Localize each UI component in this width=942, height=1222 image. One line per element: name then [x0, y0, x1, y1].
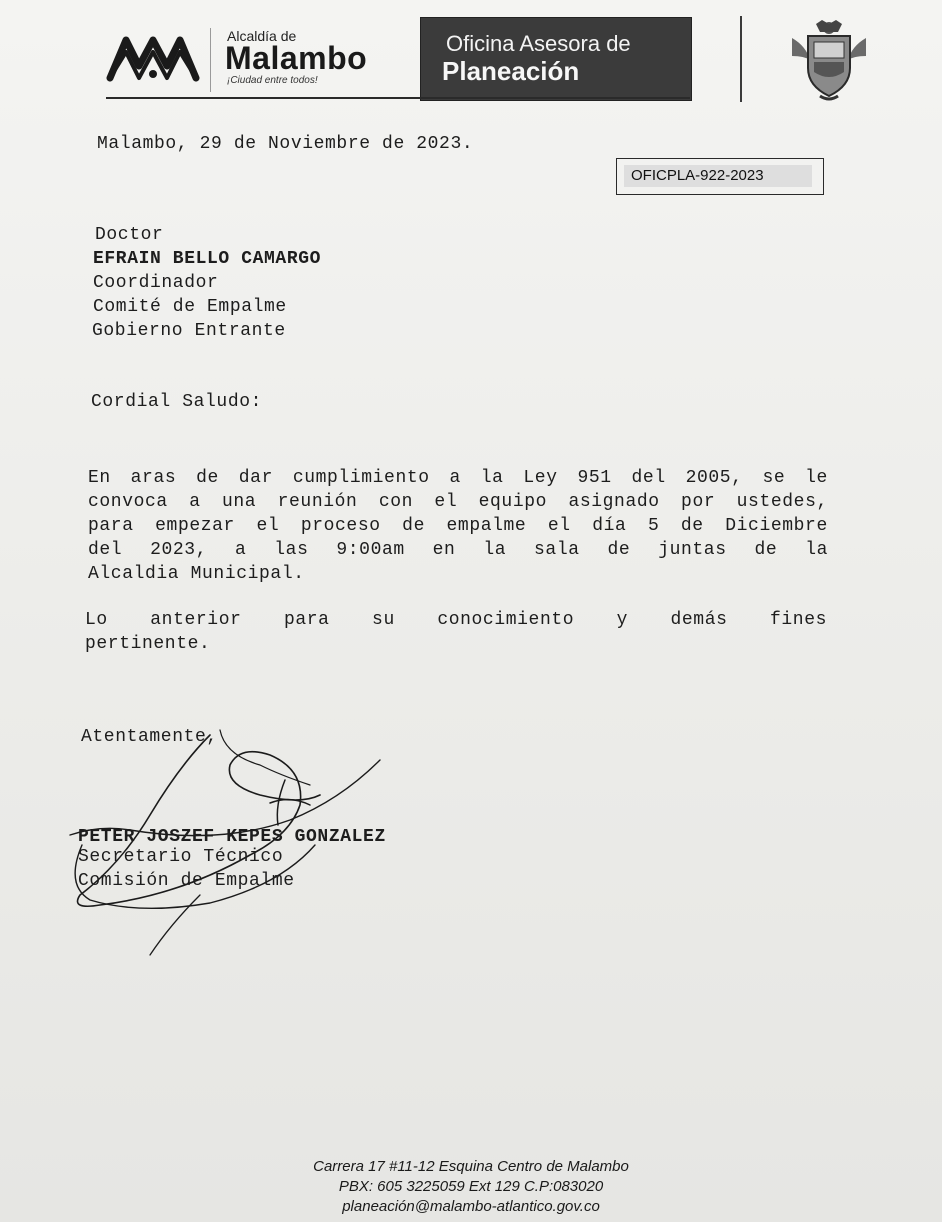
- letter-body: [88, 466, 828, 586]
- office-name-line1: Oficina Asesora de: [446, 31, 631, 56]
- letter-footer: [0, 1157, 942, 1217]
- body-word: de: [196, 468, 219, 488]
- body-last-line: Alcaldia Municipal.: [88, 564, 305, 584]
- body-word: 951: [577, 468, 612, 488]
- footer-phone: PBX: 605 3225059 Ext 129 C.P:083020: [338, 1178, 604, 1195]
- body-word: 5: [647, 516, 660, 536]
- body-word: las: [274, 540, 309, 560]
- body-word: de: [402, 516, 425, 536]
- body-word: día: [592, 516, 627, 536]
- body-word: Lo: [85, 610, 108, 630]
- body-line: [88, 514, 828, 538]
- closing-paragraph: [85, 608, 827, 656]
- body-word: ustedes,: [736, 492, 828, 512]
- body-word: sala: [534, 540, 580, 560]
- body-word: convoca: [88, 492, 168, 512]
- body-word: su: [372, 610, 395, 630]
- body-word: del: [631, 468, 666, 488]
- letterhead: [106, 16, 876, 104]
- body-word: aras: [130, 468, 177, 488]
- malambo-logo-icon: [106, 30, 200, 88]
- signer-name: PETER JOSZEF KEPES GONZALEZ: [78, 827, 386, 847]
- logo-tagline: ¡Ciudad entre todos!: [227, 75, 318, 86]
- body-word: para: [283, 610, 330, 630]
- logo-title: Malambo: [225, 40, 368, 76]
- body-word: la: [805, 540, 828, 560]
- body-word: conocimiento: [437, 610, 575, 630]
- body-word: en: [432, 540, 456, 560]
- body-line: [88, 490, 828, 514]
- recipient-government: Gobierno Entrante: [92, 321, 286, 341]
- body-word: del: [88, 540, 123, 560]
- body-word: cumplimiento: [292, 468, 430, 488]
- body-word: de: [607, 540, 631, 560]
- body-line: [88, 538, 828, 562]
- signer-position: Secretario Técnico: [78, 847, 284, 867]
- body-word: se: [762, 468, 786, 488]
- body-word: empezar: [155, 516, 235, 536]
- sign-off: Atentamente,: [81, 727, 218, 747]
- body-word: 2023,: [150, 540, 208, 560]
- footer-email: planeación@malambo-atlantico.gov.co: [342, 1198, 600, 1215]
- reference-box: [616, 158, 824, 195]
- body-word: dar: [238, 468, 273, 488]
- body-word: En: [88, 468, 111, 488]
- body-word: 9:00am: [336, 540, 405, 560]
- signer-commission: Comisión de Empalme: [78, 871, 295, 891]
- coat-of-arms-icon: [786, 16, 872, 102]
- body-word: de: [754, 540, 778, 560]
- logo-small-text: Alcaldía de: [227, 28, 297, 44]
- footer-address: Carrera 17 #11-12 Esquina Centro de Malambo: [313, 1158, 629, 1175]
- body-word: juntas: [658, 540, 727, 560]
- closing-last-line: pertinente.: [85, 634, 211, 654]
- reference-number: OFICPLA-922-2023: [631, 167, 764, 184]
- body-word: a: [189, 492, 201, 512]
- body-line: [88, 466, 828, 490]
- body-word: para: [88, 516, 134, 536]
- office-name-line2: Planeación: [442, 56, 580, 86]
- body-word: 2005,: [685, 468, 743, 488]
- body-word: el: [256, 516, 280, 536]
- body-word: y: [616, 610, 629, 630]
- body-word: el: [547, 516, 571, 536]
- body-word: una: [222, 492, 257, 512]
- body-word: a: [449, 468, 461, 488]
- body-word: reunión: [277, 492, 358, 512]
- body-word: por: [681, 492, 716, 512]
- body-word: demás: [670, 610, 728, 630]
- body-word: la: [480, 468, 504, 488]
- body-word: le: [805, 468, 828, 488]
- body-word: proceso: [300, 516, 381, 536]
- body-word: de: [680, 516, 704, 536]
- body-word: equipo: [478, 492, 548, 512]
- body-word: Diciembre: [725, 516, 828, 536]
- header-vertical-divider: [740, 16, 742, 102]
- letter-date: Malambo, 29 de Noviembre de 2023.: [97, 134, 474, 154]
- body-word: el: [434, 492, 458, 512]
- recipient-title: Doctor: [95, 225, 164, 245]
- body-word: la: [483, 540, 507, 560]
- body-word: empalme: [446, 516, 527, 536]
- greeting: Cordial Saludo:: [91, 392, 263, 412]
- recipient-name: EFRAIN BELLO CAMARGO: [93, 249, 322, 269]
- body-word: asignado: [568, 492, 660, 512]
- body-word: con: [378, 492, 414, 512]
- body-word: fines: [769, 610, 827, 630]
- recipient-committee: Comité de Empalme: [93, 297, 287, 317]
- recipient-role: Coordinador: [93, 273, 219, 293]
- header-rule: [106, 97, 690, 99]
- closing-line: [85, 608, 827, 632]
- logo-divider: [210, 28, 211, 92]
- body-word: anterior: [150, 610, 242, 630]
- body-word: a: [234, 540, 247, 560]
- body-word: Ley: [523, 468, 558, 488]
